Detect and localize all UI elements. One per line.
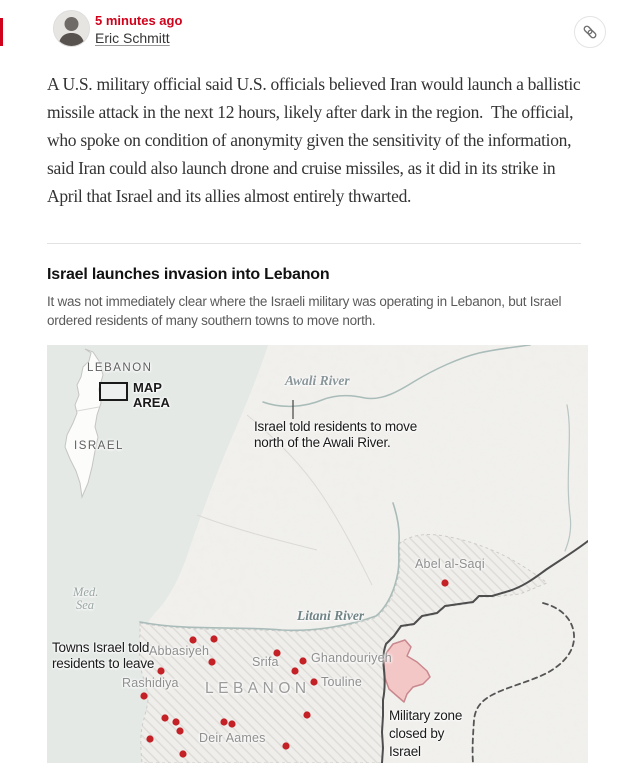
new-post-marker xyxy=(0,18,3,46)
section-divider xyxy=(47,243,581,244)
link-icon xyxy=(582,24,598,40)
town-label-touline: Touline xyxy=(321,675,363,689)
med-sea-line2: Sea xyxy=(76,598,95,612)
awali-note xyxy=(254,419,417,451)
military-zone-line3: Israel xyxy=(389,744,421,759)
town-dot xyxy=(291,667,298,674)
map-area-box xyxy=(99,382,128,401)
military-zone-line1: Military zone xyxy=(389,708,463,723)
town-dot xyxy=(208,658,215,665)
map-area-line2: AREA xyxy=(133,395,170,410)
lebanon-map xyxy=(47,345,588,763)
author-link[interactable]: Eric Schmitt xyxy=(95,30,170,46)
inset-lebanon-label: LEBANON xyxy=(87,362,153,374)
town-dot xyxy=(176,727,183,734)
awali-note-line2: north of the Awali River. xyxy=(254,435,391,450)
town-dot xyxy=(140,692,147,699)
med-sea-label xyxy=(73,586,98,612)
towns-note xyxy=(52,640,154,672)
town-dot xyxy=(157,667,164,674)
town-label-rashidiya: Rashidiya xyxy=(122,676,179,690)
med-sea-line1: Med. xyxy=(73,585,99,599)
town-dot xyxy=(441,579,448,586)
post-timestamp: 5 minutes ago xyxy=(95,13,183,28)
town-label-abel-al-saqi: Abel al-Saqi xyxy=(415,557,485,571)
town-dot xyxy=(161,714,168,721)
town-dot xyxy=(282,742,289,749)
map-area-line1: MAP xyxy=(133,380,162,395)
town-label-deir-aames: Deir Aames xyxy=(199,731,266,745)
map-area-label xyxy=(133,380,170,410)
town-dot xyxy=(210,635,217,642)
share-link-button[interactable] xyxy=(574,16,606,48)
avatar-placeholder-image xyxy=(54,11,89,46)
town-label-abbasiyeh: Abbasiyeh xyxy=(149,644,210,658)
map-graphic xyxy=(47,345,588,763)
towns-note-line1: Towns Israel told xyxy=(52,640,150,655)
byline xyxy=(95,13,182,46)
town-dot xyxy=(172,718,179,725)
author-avatar[interactable] xyxy=(53,10,90,47)
town-dot xyxy=(146,735,153,742)
litani-river-label: Litani River xyxy=(297,608,365,623)
military-zone-note xyxy=(389,707,462,761)
awali-river-label: Awali River xyxy=(285,373,350,388)
town-label-ghandouriyeh: Ghandouriyeh xyxy=(311,651,392,665)
towns-note-line2: residents to leave xyxy=(52,656,155,671)
town-dot xyxy=(179,750,186,757)
town-dot xyxy=(220,718,227,725)
town-dot xyxy=(228,720,235,727)
town-dot xyxy=(303,711,310,718)
military-zone-line2: closed by xyxy=(389,726,445,741)
town-dot xyxy=(310,678,317,685)
post-body: A U.S. military official said U.S. officials believed Iran would launch a ballistic missile attack in the next 12 hours, likely after dark in the region. The official, who spoke on condition of anonymity given the sensitivity of the information, said Iran could also launch drone and cruise missiles, as it did in its strike in April that Israel and its allies almost entirely thwarted. xyxy=(47,74,585,206)
country-label-lebanon: LEBANON xyxy=(205,680,311,697)
awali-note-line1: Israel told residents to move xyxy=(254,419,418,434)
inset-israel-label: ISRAEL xyxy=(74,440,124,452)
town-dot xyxy=(189,636,196,643)
map-headline: Israel launches invasion into Lebanon xyxy=(47,266,330,283)
town-label-srifa: Srifa xyxy=(252,655,279,669)
town-dot xyxy=(299,657,306,664)
map-dek: It was not immediately clear where the Israeli military was operating in Lebanon, but Israel ordered residents of many southern towns to move north. xyxy=(47,294,562,328)
